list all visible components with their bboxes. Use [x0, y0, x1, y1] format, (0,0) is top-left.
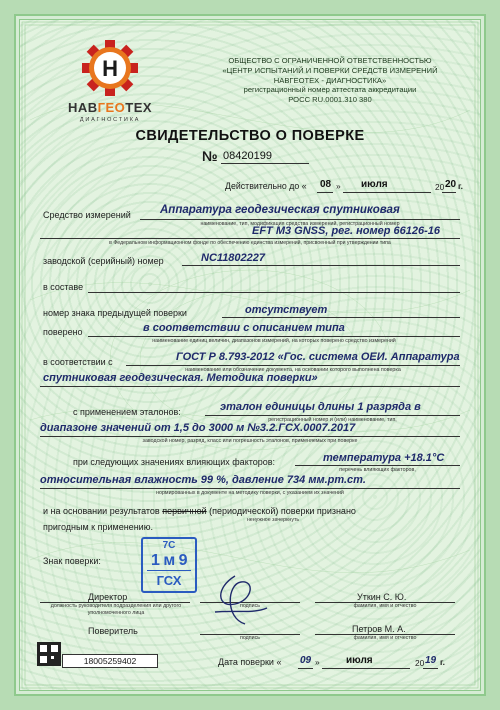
org-line-3: НАВГЕОТЕХ - ДИАГНОСТИКА»: [273, 75, 387, 85]
logo-text-part-2: ГЕО: [97, 100, 126, 115]
instrument-sub-2: в Федеральном информационном фонде по обеспечению единства измерений, присвоенный при утверждении типа: [109, 240, 391, 246]
org-line-2: «ЦЕНТР ИСПЫТАНИЙ И ПОВЕРКИ СРЕДСТВ ИЗМЕРЕНИЙ: [222, 65, 438, 75]
mark-label: Знак поверки:: [43, 556, 101, 566]
validity-suffix: г.: [458, 181, 463, 191]
date-year: 19: [425, 655, 437, 666]
factors-line-2: относительная влажность 99 %, давление 734 мм.рт.ст.: [40, 474, 366, 486]
qr-code-icon: [37, 642, 61, 666]
instrument-label: Средство измерений: [43, 210, 131, 220]
validity-day: 08: [320, 179, 332, 190]
instrument-name: Аппаратура геодезическая спутниковая: [160, 204, 400, 216]
director-label: Директор: [88, 592, 128, 602]
gear-logo-icon: [80, 38, 140, 98]
serial-label: заводской (серийный) номер: [43, 256, 164, 266]
date-year-prefix: 20: [415, 658, 425, 668]
factors-sub-1: перечень влияющих факторов,: [339, 467, 416, 473]
date-label: Дата поверки «: [218, 657, 282, 667]
number-value: 08420199: [223, 150, 272, 162]
document-title: СВИДЕТЕЛЬСТВО О ПОВЕРКЕ: [135, 128, 365, 144]
conclusion-text-2: (периодической) поверки признано: [209, 506, 356, 516]
accordance-line-1: ГОСТ Р 8.793-2012 «Гос. система ОЕИ. Аппаратура: [176, 351, 460, 363]
accordance-sub: наименование или обозначение документа, на основании которого выполнена поверка: [185, 367, 401, 373]
instrument-sub-1: наименование, тип, модификация средства измерений, регистрационный номер: [200, 221, 400, 227]
standards-label: с применением эталонов:: [73, 407, 181, 417]
validity-month: июля: [361, 179, 388, 190]
factors-line-1: температура +18.1°С: [323, 452, 445, 464]
verifier-sign-sub: подпись: [239, 635, 261, 641]
org-line-4: регистрационный номер аттестата аккредитации: [243, 85, 417, 95]
verifier-name-sub: фамилия, имя и отчество: [353, 635, 417, 641]
factors-label: при следующих значениях влияющих факторов:: [73, 457, 276, 467]
validity-row: [225, 179, 475, 195]
prev-mark-label: номер знака предыдущей поверки: [43, 308, 187, 318]
barcode-number: 18005259402: [62, 654, 158, 668]
accordance-label: в соответствии с: [43, 357, 113, 367]
date-day: 09: [300, 655, 312, 666]
director-name: Уткин С. Ю.: [357, 592, 407, 602]
verification-date-row: [218, 655, 468, 671]
conclusion-line: [43, 506, 463, 516]
prev-mark-value: отсутствует: [245, 304, 328, 316]
stamp-middle: 1 м 9: [150, 552, 188, 569]
conclusion-struck: первичной: [162, 506, 207, 516]
logo-subtitle: ДИАГНОСТИКА: [79, 117, 141, 123]
validity-close: »: [336, 181, 341, 191]
standards-line-2: диапазоне значений от 1,5 до 3000 м №3.2.ГСХ.0007.2017: [40, 422, 356, 434]
director-sign-sub: подпись: [239, 603, 261, 609]
director-name-sub: фамилия, имя и отчество: [353, 603, 417, 609]
certificate-number: [202, 148, 312, 168]
date-suffix: г.: [440, 657, 445, 667]
validity-year: 20: [445, 179, 457, 190]
verification-stamp: [141, 537, 197, 593]
stamp-top: 7С: [162, 540, 176, 551]
date-close: »: [315, 657, 320, 667]
organization-block: [170, 56, 490, 105]
verifier-name: Петров М. А.: [352, 624, 406, 634]
validity-label: Действительно до «: [225, 181, 307, 191]
verified-value: в соответствии с описанием типа: [143, 322, 345, 334]
accordance-line-2: спутниковая геодезическая. Методика поверки»: [43, 372, 318, 384]
verified-label: поверено: [43, 327, 83, 337]
number-sign: №: [202, 148, 218, 164]
conclusion-text-1: и на основании результатов: [43, 506, 160, 516]
director-role-sub: должность руководителя подразделения или другого уполномоченного лица: [50, 603, 182, 616]
standards-sub-1: регистрационный номер и (или) наименование, тип,: [268, 417, 397, 423]
verified-sub: наименование единиц величин, диапазонов измерений, на которых поверено средство измерений: [152, 338, 396, 344]
org-line-1: ОБЩЕСТВО С ОГРАНИЧЕННОЙ ОТВЕТСТВЕННОСТЬЮ: [228, 56, 432, 65]
instrument-model: EFT M3 GNSS, рег. номер 66126-16: [252, 225, 441, 237]
logo-text-part-1: НАВ: [67, 100, 98, 115]
conclusion-sub: ненужное зачеркнуть: [246, 517, 300, 523]
standards-sub-2: заводской номер, разряд, класс или погрешность эталонов, применяемых при поверке: [142, 438, 358, 444]
svg-text:Н: Н: [102, 56, 118, 81]
org-line-5: РОСС RU.0001.310 380: [288, 95, 372, 105]
stamp-bottom: ГСХ: [156, 573, 182, 588]
factors-sub-2: нормированных в документе на методику поверки, с указанием их значений: [156, 490, 344, 496]
logo-text-part-3: ТЕХ: [125, 100, 153, 115]
verifier-label: Поверитель: [88, 626, 138, 636]
standards-line-1: эталон единицы длины 1 разряда в: [220, 401, 421, 413]
serial-value: NC11802227: [201, 252, 266, 264]
conclusion-line-2: пригодным к применению.: [43, 522, 153, 532]
date-month: июля: [346, 655, 373, 666]
validity-year-prefix: 20: [435, 182, 445, 192]
signature-icon: [205, 568, 275, 638]
composition-label: в составе: [43, 282, 84, 292]
company-logo: [60, 38, 160, 128]
